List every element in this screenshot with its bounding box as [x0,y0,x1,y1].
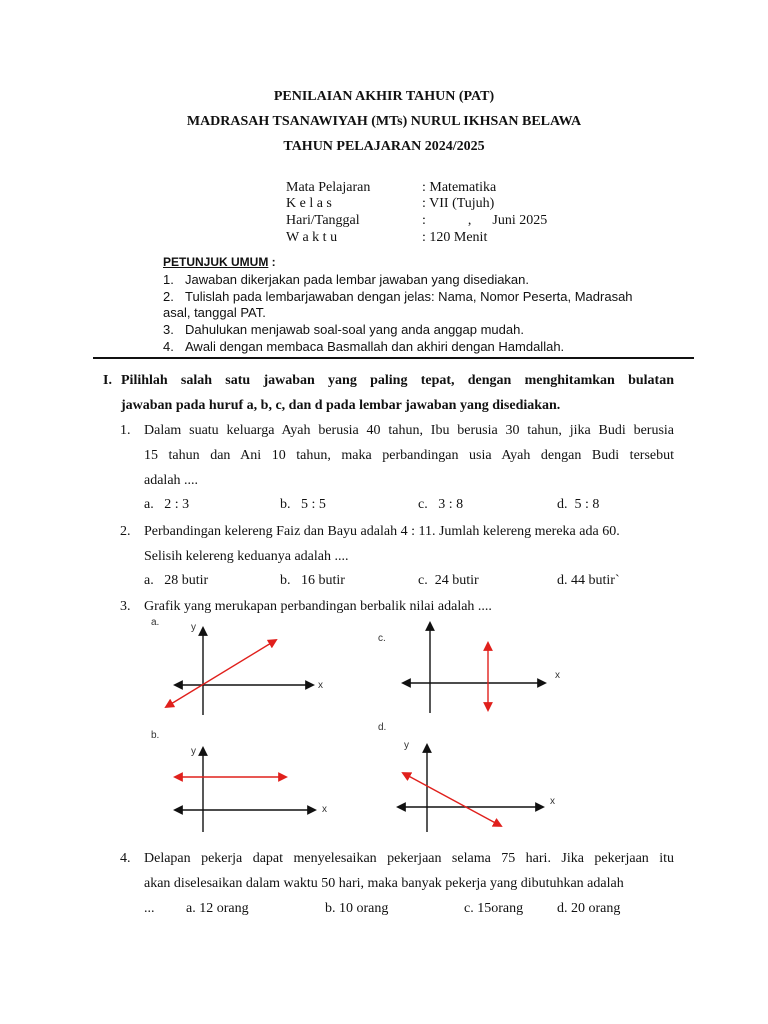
option-d[interactable]: d. 44 butir` [557,573,620,588]
section-instruction-line1: Pilihlah salah satu jawaban yang paling tepat, dengan menghitamkan bulatan [121,373,674,388]
guide-item-text: Tulislah pada lembarjawaban dengan jelas: Nama, Nomor Peserta, Madrasah [185,289,633,304]
question-text-lead: ... [144,901,155,916]
question-text-line: Selisih kelereng keduanya adalah .... [144,549,349,564]
option-a[interactable]: a. 12 orang [186,901,249,916]
info-value-subject: : Matematika [422,180,497,195]
guide-item-number: 3. [163,322,174,337]
x-axis-label: x [318,680,323,691]
guide-item-text: Dahulukan menjawab soal-soal yang anda anggap mudah. [185,322,524,337]
question-text-line: Grafik yang merukapan perbandingan berbalik nilai adalah .... [144,599,492,614]
option-c[interactable]: c. 15orang [464,901,524,916]
option-c[interactable]: c. 3 : 8 [418,497,464,512]
y-axis-label: y [191,622,196,633]
school-name: MADRASAH TSANAWIYAH (MTs) NURUL IKHSAN BELAWA [186,114,582,129]
option-c[interactable]: c. 24 butir [418,573,479,588]
question-text-line: Dalam suatu keluarga Ayah berusia 40 tahun, Ibu berusia 30 tahun, jika Budi berusia [144,423,674,438]
question-text-line: Perbandingan kelereng Faiz dan Bayu adalah 4 : 11. Jumlah kelereng mereka ada 60. [144,524,620,539]
exam-title: PENILAIAN AKHIR TAHUN (PAT) [273,89,495,104]
info-value-time: : 120 Menit [422,230,488,245]
guide-colon: : [268,255,276,269]
question-text-line: 15 tahun dan Ani 10 tahun, maka perbandingan usia Ayah dengan Budi tersebut [144,448,674,463]
question-text-line: akan diselesaikan dalam waktu 50 hari, maka banyak pekerja yang dibutuhkan adalah [144,876,624,891]
graph-line [403,773,501,826]
academic-year: TAHUN PELAJARAN 2024/2025 [283,139,485,154]
guide-item [163,322,524,337]
option-b[interactable]: b. 10 orang [325,901,389,916]
guide-item-continuation: asal, tanggal PAT. [163,305,266,320]
x-axis-label: x [322,804,327,815]
question-number: 4. [120,851,131,866]
x-axis-label: x [555,670,560,681]
graph-line [166,640,276,707]
info-value-class: : VII (Tujuh) [422,196,495,211]
guide-item-number: 1. [163,272,174,287]
guide-heading [163,255,276,269]
question-number: 1. [120,423,131,438]
info-label-time: W a k t u [286,230,338,245]
guide-item-number: 4. [163,339,174,354]
question-text-line: Delapan pekerja dapat menyelesaikan pekerjaan selama 75 hari. Jika pekerjaan itu [144,851,674,866]
x-axis-label: x [550,796,555,807]
graph-d-label[interactable]: d. [378,722,387,733]
guide-title: PETUNJUK UMUM [163,255,269,269]
question-number: 3. [120,599,131,614]
graph-a[interactable] [150,620,340,720]
question-text-line: adalah .... [144,473,199,488]
info-label-date: Hari/Tanggal [286,213,360,228]
info-value-date: : , Juni 2025 [422,213,548,228]
y-axis-label: y [191,746,196,757]
graph-a-label[interactable]: a. [151,617,160,628]
section-instruction-line2: jawaban pada huruf a, b, c, dan d pada lembar jawaban yang disediakan. [121,398,561,413]
option-b[interactable]: b. 5 : 5 [280,497,326,512]
section-divider [93,357,694,359]
guide-item-text: Jawaban dikerjakan pada lembar jawaban yang disediakan. [185,272,530,287]
section-numeral: I. [103,373,112,388]
guide-item [163,289,633,304]
guide-item-number: 2. [163,289,174,304]
info-label-class: K e l a s [286,196,332,211]
guide-item [163,339,564,354]
info-label-subject: Mata Pelajaran [286,180,371,195]
question-number: 2. [120,524,131,539]
guide-item-text: Awali dengan membaca Basmallah dan akhiri dengan Hamdallah. [185,339,565,354]
option-a[interactable]: a. 2 : 3 [144,497,190,512]
graph-d[interactable] [395,740,555,835]
option-b[interactable]: b. 16 butir [280,573,345,588]
graph-b[interactable] [150,740,340,835]
option-a[interactable]: a. 28 butir [144,573,209,588]
option-d[interactable]: d. 5 : 8 [557,497,600,512]
graph-c[interactable] [395,618,555,718]
graph-b-label[interactable]: b. [151,730,160,741]
graph-c-label[interactable]: c. [378,633,386,644]
option-d[interactable]: d. 20 orang [557,901,621,916]
guide-item [163,272,529,287]
y-axis-label: y [404,740,409,751]
